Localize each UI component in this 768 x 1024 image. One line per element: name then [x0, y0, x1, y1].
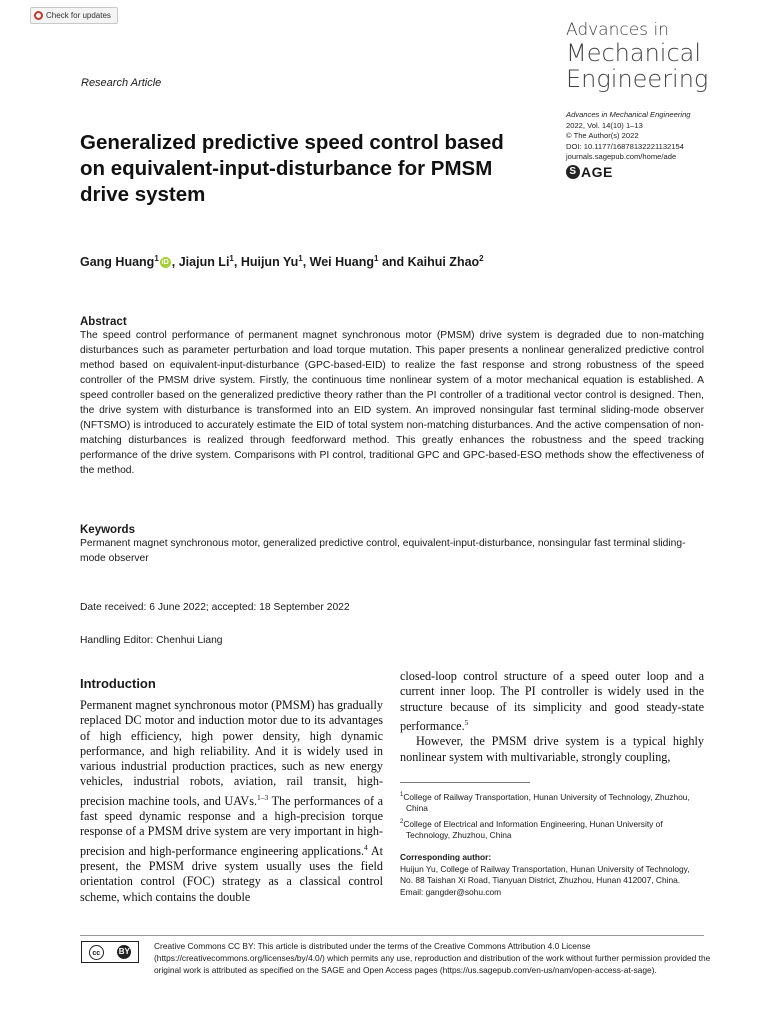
check-for-updates-button[interactable]: [30, 7, 118, 24]
author-affiliation: 1: [229, 254, 234, 263]
author-name[interactable]: Gang Huang: [80, 255, 155, 270]
check-for-updates-label: Check for updates: [46, 11, 111, 20]
orcid-icon[interactable]: iD: [161, 259, 169, 267]
meta-copyright: © The Author(s) 2022: [566, 131, 639, 140]
author-separator: and: [378, 255, 408, 270]
license-divider: [80, 935, 704, 936]
affiliation-footnotes: [400, 790, 704, 844]
author-separator: ,: [171, 255, 179, 270]
sage-logo: [566, 164, 613, 180]
author-separator: ,: [302, 255, 310, 270]
journal-title-line3: Engineering: [566, 65, 709, 93]
footnote-divider: [400, 782, 530, 783]
affiliation-footnote: $^1$College of Railway Transportation, Hunan University of Technology, Zhuzhou, China: [400, 791, 690, 814]
author-separator: ,: [233, 255, 241, 270]
cc-icon: cc: [89, 945, 104, 960]
author-affiliation: 2: [479, 254, 484, 263]
keywords-text: Permanent magnet synchronous motor, generalized predictive control, equivalent-input-disturbance, nonsingular fast terminal sliding-mode observer: [80, 538, 686, 564]
author-affiliation: 1: [374, 254, 379, 263]
intro-paragraph-1b: closed-loop control structure of a speed outer loop and a current inner loop. The PI controller is widely used in the structure because of its simplicity and good steady-state performance.$^5$: [400, 669, 704, 733]
license-text: [80, 940, 720, 976]
intro-paragraph-1a: Permanent magnet synchronous motor (PMSM) has gradually replaced DC motor and induction motor due to its advantages of high efficiency, high power density, high dynamic performance, and high reliability. And it is widely used in various industrial production practices, such as new energy vehicles, industrial robots, aviation, rail transit, high-precision machine tools, and UAVs.$^{1-3}$ The performances of a fast speed dynamic response and a high-precision torque response of a PMSM drive system are very important in high-precision and high-performance engineering applications.$^4$ At present, the PMSM drive system usually uses the field orientation control (FOC) strategy as a classical control scheme, which contains the double: [80, 698, 384, 904]
intro-paragraph-2: However, the PMSM drive system is a typical highly nonlinear system with multivariable, strongly coupling,: [400, 734, 704, 764]
article-meta: [566, 110, 691, 163]
author-name[interactable]: Wei Huang: [309, 255, 375, 270]
journal-title-line2: Mechanical: [566, 39, 702, 67]
paper-title: Generalized predictive speed control based on equivalent-input-disturbance for PMSM drive system: [80, 131, 504, 206]
keywords-section: [80, 524, 704, 566]
author-affiliation: 1: [154, 254, 159, 263]
citation-ref[interactable]: 1–3: [257, 792, 269, 802]
corresponding-email[interactable]: Email: gangder@sohu.com: [400, 886, 502, 897]
author-name[interactable]: Jiajun Li: [178, 255, 230, 270]
journal-title-line1: Advances in: [566, 20, 669, 40]
sage-wordmark: AGE: [581, 164, 613, 180]
body-column-left: [80, 698, 383, 905]
introduction-heading: Introduction: [80, 676, 156, 691]
author-affiliation: 1: [298, 254, 303, 263]
author-list: [80, 254, 484, 269]
corresponding-author: [400, 852, 704, 898]
meta-doi[interactable]: DOI: 10.1177/16878132221132154: [566, 141, 684, 151]
article-type: Research Article: [81, 77, 162, 89]
journal-logo: [566, 20, 766, 92]
meta-url[interactable]: journals.sagepub.com/home/ade: [566, 152, 677, 161]
author-name[interactable]: Huijun Yu: [240, 255, 299, 270]
meta-journal-name: Advances in Mechanical Engineering: [566, 110, 691, 119]
body-column-right: [400, 669, 704, 765]
corresponding-text: Huijun Yu, College of Railway Transportation, Hunan University of Technology, No. 88 Taishan Xi Road, Tianyuan District, Zhuzhou, Hunan 412007, China.: [400, 863, 690, 885]
abstract-text: The speed control performance of permanent magnet synchronous motor (PMSM) drive system is degraded due to non-matching disturbances such as parameter perturbation and load torque mutation. This paper presents a nonlinear generalized predictive control method based on equivalent-input-disturbance (GPC-based-EID) to realize the fast response and strong robustness of the speed controller of the PMSM drive system. Firstly, the continuous time nonlinear system of a motor mechanical equation is established. A speed controller based on the generalized predictive theory rather than the PI controller of a traditional vector control is designed. Then, the drive system with disturbance is transformed into an EID system. An improved nonsingular fast terminal sliding-mode observer (NFTSMO) is introduced to accurately estimate the EID of total system non-matching disturbances. And the active compensation of non-matching disturbances is realized through feedforward method. This greatly enhances the robustness and the speed tracking performance of the drive system. Comparisons with PI control, traditional GPC and GPC-based-ESO methods show the effectiveness of the method.: [80, 330, 704, 476]
date-received: Date received: 6 June 2022; accepted: 18 September 2022: [80, 602, 350, 613]
crossmark-icon: [34, 11, 43, 20]
citation-ref[interactable]: 4: [364, 842, 368, 852]
meta-volume: 2022, Vol. 14(10) 1–13: [566, 120, 643, 130]
corresponding-heading: Corresponding author:: [400, 852, 492, 862]
license-paragraph: Creative Commons CC BY: This article is distributed under the terms of the Creative Commons Attribution 4.0 License (https://creativecommons.org/licenses/by/4.0/) which permits any use, reproduction and distribution of the work without further permission provided the original work is attributed as specified on the SAGE and Open Access pages (https://us.sagepub.com/en-us/nam/open-access-at-sage).: [154, 941, 711, 975]
abstract-heading: Abstract: [80, 316, 127, 328]
affiliation-footnote: $^2$College of Electrical and Information Engineering, Hunan University of Technology, Zhuzhou, China: [400, 818, 663, 841]
sage-s-icon: S: [566, 165, 580, 179]
author-name[interactable]: Kaihui Zhao: [407, 255, 480, 270]
abstract-section: [80, 316, 704, 478]
by-icon: BY: [117, 945, 131, 959]
citation-ref[interactable]: 5: [464, 717, 469, 727]
keywords-heading: Keywords: [80, 524, 135, 536]
handling-editor: Handling Editor: Chenhui Liang: [80, 635, 223, 646]
